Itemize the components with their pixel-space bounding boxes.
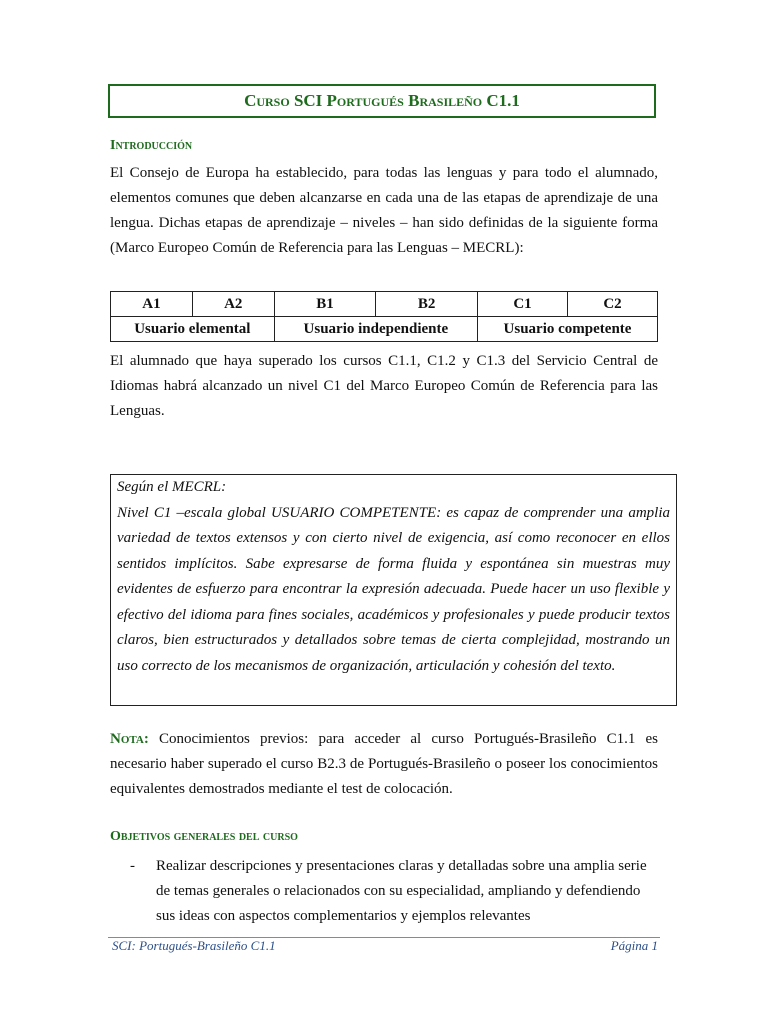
nota-paragraph <box>110 727 658 802</box>
after-table-paragraph: El alumnado que haya superado los cursos C1.1, C1.2 y C1.3 del Servicio Central de Idiomas habrá alcanzado un nivel C1 del Marco Europeo Común de Referencia para las Lenguas. <box>110 353 658 419</box>
group-cell: Usuario independiente <box>274 317 477 342</box>
level-cell: B1 <box>274 292 376 317</box>
nota-text: Conocimientos previos: para acceder al curso Portugués-Brasileño C1.1 es necesario haber superado el curso B2.3 de Portugués-Brasileño o poseer los conocimientos equivalentes demostrados mediante el test de colocación. <box>110 731 658 797</box>
group-cell: Usuario elemental <box>111 317 275 342</box>
nota-label: Nota: <box>110 731 149 747</box>
footer-page-number: Página 1 <box>610 938 658 953</box>
groups-row <box>111 317 658 342</box>
objectives-heading: Objetivos generales del curso <box>110 829 298 844</box>
document-title: Curso SCI Portugués Brasileño C1.1 <box>108 84 656 118</box>
level-cell: C2 <box>567 292 657 317</box>
levels-table <box>110 291 658 342</box>
list-item-text: Realizar descripciones y presentaciones claras y detalladas sobre una amplia serie de temas generales o relacionados con su especialidad, ampliando y defendiendo sus ideas con aspectos complementarios y ejemplos relevantes <box>156 858 647 924</box>
intro-paragraph: El Consejo de Europa ha establecido, para todas las lenguas y para todo el alumnado, elementos comunes que deben alcanzarse en cada una de las etapas de aprendizaje de una lengua. Dichas etapas de aprendizaje – niveles – han sido definidas de la siguiente forma (Marco Europeo Común de Referencia para las Lenguas – MECRL): <box>110 165 658 256</box>
level-cell: B2 <box>376 292 478 317</box>
intro-heading: Introducción <box>110 138 193 153</box>
quote-body: Nivel C1 –escala global USUARIO COMPETENTE: es capaz de comprender una amplia variedad de textos extensos y con cierto nivel de exigencia, así como reconocer en ellos sentidos implícitos. Sabe expresarse de forma fluida y espontánea sin muestras muy evidentes de esfuerzo para encontrar la expresión adecuada. Puede hacer un uso flexible y efectivo del idioma para fines sociales, académicos y profesionales y puede producir textos claros, bien estructurados y detallados sobre temas de cierta complejidad, mostrando un uso correcto de los mecanismos de organización, articulación y cohesión del texto. <box>117 504 670 674</box>
footer-course: SCI: Portugués-Brasileño C1.1 <box>112 938 276 953</box>
level-cell: A1 <box>111 292 193 317</box>
level-cell: C1 <box>478 292 568 317</box>
group-cell: Usuario competente <box>478 317 658 342</box>
bullet-marker: - <box>130 858 135 874</box>
level-cell: A2 <box>192 292 274 317</box>
mecrl-quote-box <box>110 474 677 706</box>
levels-row <box>111 292 658 317</box>
list-item <box>130 854 660 929</box>
quote-source: Según el MECRL: <box>117 479 227 495</box>
